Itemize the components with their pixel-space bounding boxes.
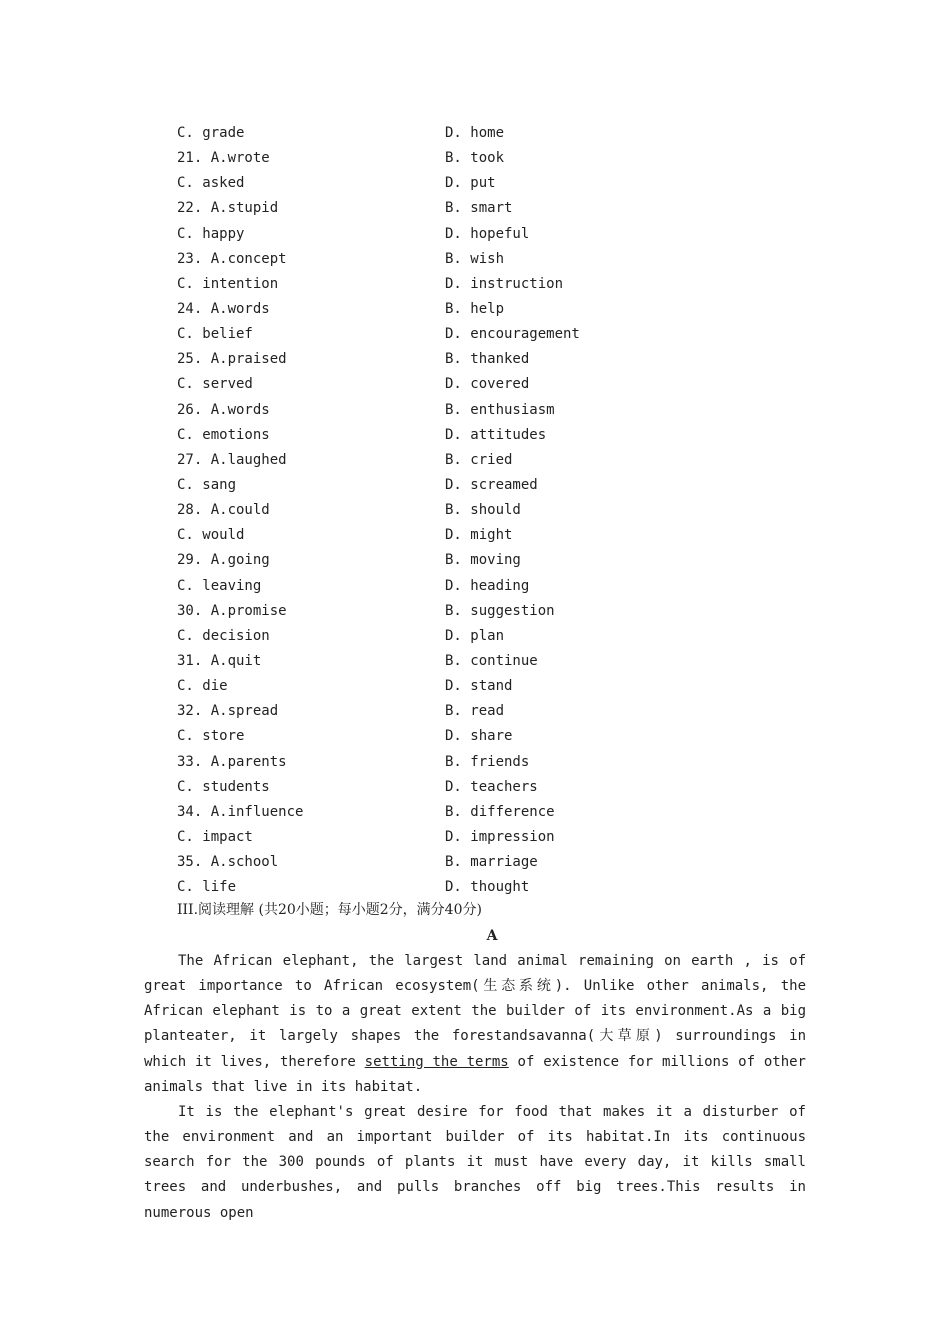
option-left: 35. A.school <box>177 854 279 871</box>
option-left: C. leaving <box>177 577 262 594</box>
option-right: D. thought <box>445 879 530 896</box>
option-row <box>177 750 777 775</box>
option-row <box>177 448 777 473</box>
option-row <box>177 548 777 573</box>
option-left: C. happy <box>177 225 245 242</box>
option-right: D. put <box>445 175 496 192</box>
option-left: 34. A.influence <box>177 803 304 820</box>
option-row <box>177 121 777 146</box>
option-row <box>177 624 777 649</box>
option-right: B. moving <box>445 552 521 569</box>
option-right: D. instruction <box>445 275 564 292</box>
option-left: 24. A.words <box>177 300 270 317</box>
option-right: D. covered <box>445 376 530 393</box>
option-right: D. encouragement <box>445 326 580 343</box>
option-right: B. cried <box>445 451 513 468</box>
option-row <box>177 146 777 171</box>
option-left: C. die <box>177 678 228 695</box>
option-left: C. intention <box>177 275 279 292</box>
option-left: C. emotions <box>177 426 270 443</box>
option-left: C. impact <box>177 828 253 845</box>
option-right: B. help <box>445 300 505 317</box>
option-left: C. sang <box>177 476 237 493</box>
option-left: C. would <box>177 527 245 544</box>
option-row <box>177 423 777 448</box>
option-right: B. should <box>445 502 521 519</box>
option-right: D. hopeful <box>445 225 530 242</box>
option-left: 23. A.concept <box>177 250 287 267</box>
option-right: B. read <box>445 703 505 720</box>
option-row <box>177 724 777 749</box>
option-right: D. screamed <box>445 476 538 493</box>
option-row <box>177 473 777 498</box>
option-row <box>177 196 777 221</box>
paragraph-1 <box>144 949 806 1100</box>
option-row <box>177 222 777 247</box>
option-row <box>177 699 777 724</box>
option-row <box>177 322 777 347</box>
option-right: D. might <box>445 527 513 544</box>
option-left: 28. A.could <box>177 502 270 519</box>
option-left: C. belief <box>177 326 253 343</box>
option-left: 26. A.words <box>177 401 270 418</box>
option-row <box>177 247 777 272</box>
option-left: C. grade <box>177 125 245 141</box>
option-row <box>177 523 777 548</box>
option-row <box>177 297 777 322</box>
option-row <box>177 171 777 196</box>
option-right: B. thanked <box>445 351 530 368</box>
option-right: B. continue <box>445 652 538 669</box>
option-right: D. home <box>445 125 505 141</box>
option-right: D. share <box>445 728 513 745</box>
paragraph-1-text-a: The African elephant, the largest land animal remaining on earth , is of great importance to African ecosystem(生态系统). Unlike other animals, the African elephant is to a great extent the builder of its environment.As a big planteater, it largely shapes the forestandsavanna(大草原) surroundings in which it lives, therefore <box>144 953 806 1070</box>
option-row <box>177 674 777 699</box>
option-right: D. teachers <box>445 778 538 795</box>
option-left: 27. A.laughed <box>177 451 287 468</box>
passage-title: A <box>486 928 498 944</box>
option-left: C. decision <box>177 627 270 644</box>
option-right: B. took <box>445 150 505 167</box>
option-right: D. attitudes <box>445 426 547 443</box>
option-row <box>177 850 777 875</box>
option-row <box>177 649 777 674</box>
option-row <box>177 347 777 372</box>
option-left: C. store <box>177 728 245 745</box>
option-right: B. wish <box>445 250 505 267</box>
section-heading: III.阅读理解 (共20小题；每小题2分，满分40分) <box>177 902 482 918</box>
reading-passage <box>144 949 806 1226</box>
option-row <box>177 800 777 825</box>
option-right: B. enthusiasm <box>445 401 555 418</box>
option-left: C. students <box>177 778 270 795</box>
option-row <box>177 825 777 850</box>
option-left: 32. A.spread <box>177 703 279 720</box>
option-row <box>177 398 777 423</box>
option-left: 31. A.quit <box>177 652 262 669</box>
option-row <box>177 775 777 800</box>
option-right: B. smart <box>445 200 513 217</box>
option-left: 22. A.stupid <box>177 200 279 217</box>
option-right: B. difference <box>445 803 555 820</box>
option-left: 21. A.wrote <box>177 150 270 167</box>
option-row <box>177 574 777 599</box>
option-row <box>177 272 777 297</box>
option-row <box>177 599 777 624</box>
option-right: D. heading <box>445 577 530 594</box>
option-row <box>177 372 777 397</box>
paragraph-1-text-b: of existence for millions of other animals that live in its habitat. <box>144 1053 806 1095</box>
option-left: 29. A.going <box>177 552 270 569</box>
option-right: D. plan <box>445 627 505 644</box>
option-right: B. friends <box>445 753 530 770</box>
option-row <box>177 498 777 523</box>
option-left: 25. A.praised <box>177 351 287 368</box>
answer-options-list <box>177 121 777 900</box>
option-left: C. life <box>177 879 237 896</box>
underlined-phrase: setting the terms <box>364 1053 509 1070</box>
option-right: D. stand <box>445 678 513 695</box>
option-right: B. marriage <box>445 854 538 871</box>
option-right: D. impression <box>445 828 555 845</box>
option-row <box>177 875 777 900</box>
paragraph-2: It is the elephant's great desire for food that makes it a disturber of the environment and an important builder of its habitat.In its continuous search for the 300 pounds of plants it must have every day, it kills small trees and underbushes, and pulls branches off big trees.This results in numerous open <box>144 1103 806 1221</box>
option-left: 30. A.promise <box>177 602 287 619</box>
option-right: B. suggestion <box>445 602 555 619</box>
option-left: 33. A.parents <box>177 753 287 770</box>
option-left: C. served <box>177 376 253 393</box>
option-left: C. asked <box>177 175 245 192</box>
